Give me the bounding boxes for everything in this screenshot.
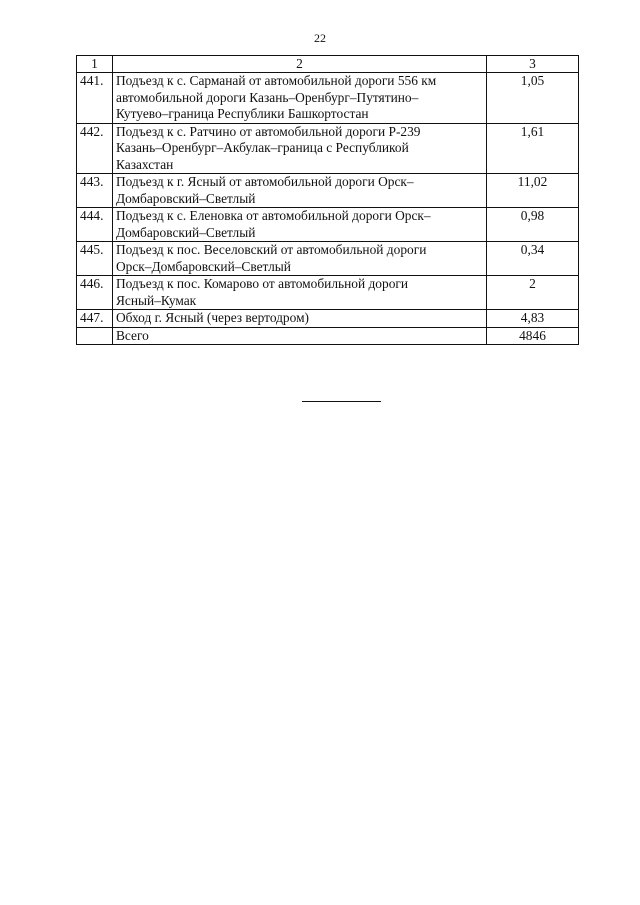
row-number: 445. — [77, 242, 113, 276]
road-name-line: Орск–Домбаровский–Светлый — [116, 258, 291, 274]
row-number: 443. — [77, 174, 113, 208]
road-name-line: Подъезд к с. Еленовка от автомобильной дороги Орск– — [116, 208, 431, 223]
total-empty-cell — [77, 327, 113, 345]
end-of-table-rule — [302, 401, 381, 402]
road-name-line: Подъезд к с. Ратчино от автомобильной дороги Р-239 — [116, 123, 421, 139]
column-header-name: 2 — [113, 56, 487, 73]
road-name-line: Казахстан — [116, 156, 174, 172]
table-row — [77, 242, 579, 276]
roads-table — [76, 55, 579, 345]
table-header-row — [77, 56, 579, 73]
road-name-line: автомобильной дороги Казань–Оренбург–Путятино– — [116, 89, 419, 105]
table-row — [77, 276, 579, 310]
road-length: 1,05 — [487, 73, 579, 124]
road-length: 4,83 — [487, 310, 579, 328]
table-row — [77, 310, 579, 328]
road-name-line: Ясный–Кумак — [116, 292, 197, 308]
total-row — [77, 327, 579, 345]
road-name — [113, 208, 487, 242]
page-number: 22 — [314, 31, 326, 45]
road-length: 0,98 — [487, 208, 579, 242]
road-length: 11,02 — [487, 174, 579, 208]
road-name — [113, 123, 487, 174]
table-row — [77, 73, 579, 124]
road-name-line: Подъезд к с. Сарманай от автомобильной дороги 556 км — [116, 73, 437, 88]
table-row — [77, 123, 579, 174]
total-value: 4846 — [487, 327, 579, 345]
road-name-line: Подъезд к пос. Веселовский от автомобильной дороги — [116, 242, 427, 257]
road-name — [113, 174, 487, 208]
road-length: 2 — [487, 276, 579, 310]
road-name — [113, 276, 487, 310]
road-name — [113, 242, 487, 276]
row-number: 442. — [77, 123, 113, 174]
column-header-length: 3 — [487, 56, 579, 73]
road-length: 0,34 — [487, 242, 579, 276]
road-name-line: Подъезд к г. Ясный от автомобильной дороги Орск– — [116, 174, 414, 189]
road-name — [113, 73, 487, 124]
total-label: Всего — [113, 327, 487, 345]
row-number: 447. — [77, 310, 113, 328]
table-row — [77, 174, 579, 208]
road-name-line: Домбаровский–Светлый — [116, 190, 256, 206]
road-name-line: Подъезд к пос. Комарово от автомобильной дороги — [116, 276, 409, 291]
row-number: 444. — [77, 208, 113, 242]
row-number: 441. — [77, 73, 113, 124]
column-header-number: 1 — [77, 56, 113, 73]
road-name-line: Казань–Оренбург–Акбулак–граница с Республикой — [116, 140, 409, 155]
road-name-line: Домбаровский–Светлый — [116, 224, 256, 240]
road-name-line: Обход г. Ясный (через вертодром) — [116, 310, 310, 325]
table-body — [77, 73, 579, 345]
road-length: 1,61 — [487, 123, 579, 174]
road-name-line: Кутуево–граница Республики Башкортостан — [116, 106, 369, 121]
row-number: 446. — [77, 276, 113, 310]
road-name — [113, 310, 487, 328]
table-row — [77, 208, 579, 242]
